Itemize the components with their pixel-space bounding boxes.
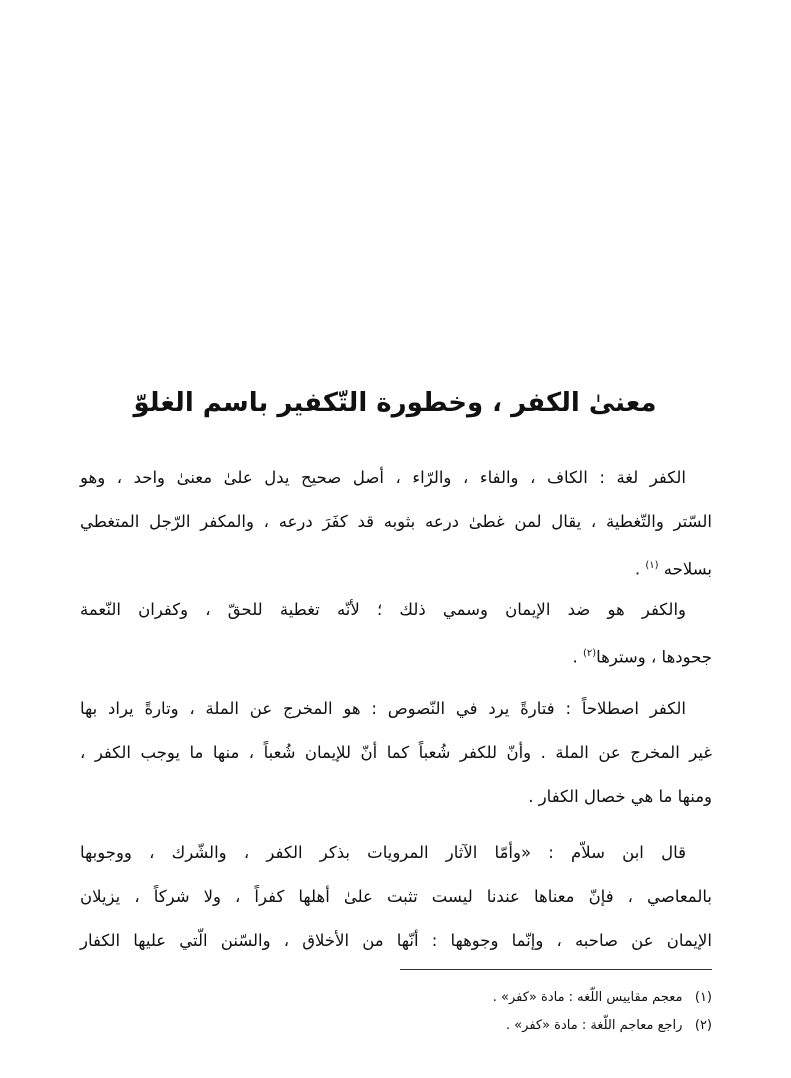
paragraph-1-line-2: السّتر والتّغطية ، يقال لمن غطىٰ درعه بثوبه قد كفَرَ درعه ، والمكفر الرّجل المتغطي (80, 512, 712, 531)
paragraph-4-line-2: بالمعاصي ، فإنّ معناها عندنا ليست تثبت علىٰ أهلها كفراً ، ولا شركاً ، يزيلان (80, 887, 712, 906)
footnote-text: راجع معاجم اللّغة : مادة «كفر» . (505, 1018, 683, 1033)
paragraph-3-line-3: ومنها ما هي خصال الكفار . (528, 787, 712, 806)
chapter-title: معنىٰ الكفر ، وخطورة التّكفير باسم الغلوّ (133, 388, 657, 418)
paragraph-1-line-1: الكفر لغة : الكاف ، والفاء ، والرّاء ، أصل صحيح يدل علىٰ معنىٰ واحد ، وهو (80, 468, 686, 487)
paragraph-3-line-2: غير المخرج عن الملة . وأنّ للكفر شُعباً كما أنّ للإيمان شُعباً ، منها ما يوجب الكفر ، (80, 743, 712, 762)
footnote-text: معجم مقاييس اللّغه : مادة «كفر» . (492, 990, 683, 1005)
paragraph-2-line-1: والكفر هو ضد الإيمان وسمي ذلك ؛ لأنّه تغطية للحقّ ، وكفران النّعمة (80, 600, 686, 619)
footnote-number: (١) (694, 990, 712, 1005)
footnote-divider (400, 969, 712, 970)
paragraph-2-line-2: جحودها ، وسترها$^{(٢)}$ . (572, 647, 712, 667)
footnote-ref-2[interactable]: (٢) (582, 648, 597, 659)
paragraph-4-line-1: قال ابن سلاّم : «وأمّا الآثار المرويات بذكر الكفر ، والشّرك ، ووجوبها (80, 843, 686, 862)
paragraph-3-line-1: الكفر اصطلاحاً : فتارةً يرد في النّصوص : هو المخرج عن الملة ، وتارةً يراد بها (80, 699, 686, 718)
line-text: بسلاحه (663, 559, 712, 579)
paragraph-1-line-3: بسلاحه $^{(١)}$ . (634, 559, 712, 579)
footnote-ref-1[interactable]: (١) (645, 560, 659, 571)
footnote-2 (80, 1016, 712, 1036)
footnote-number: (٢) (694, 1018, 712, 1033)
line-text: جحودها ، وسترها (596, 647, 712, 667)
footnote-1 (80, 988, 712, 1008)
paragraph-4-line-3: الإيمان عن صاحبه ، وإنّما وجوهها : أنّها من الأخلاق ، والسّنن الّتي عليها الكفار (80, 931, 712, 950)
